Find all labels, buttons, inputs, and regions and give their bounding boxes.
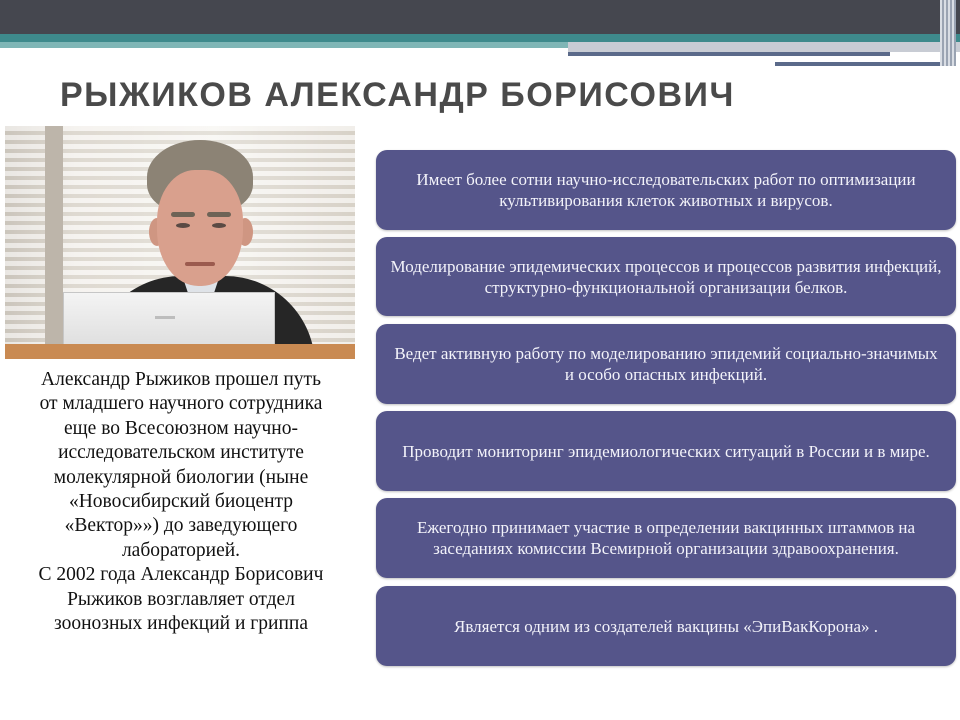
person-eye-right — [212, 223, 226, 228]
biography-text: Александр Рыжиков прошел путь от младшего научного сотрудника еще во Всесоюзном научно- исследовательском институте молекулярной биологии (ныне «Новосибирский биоцентр «Вектор»») до заведующего лабораторией. С 2002 года Александр Борисович Рыжиков возглавляет отдел зоонозных инфекций и гриппа — [38, 369, 324, 635]
fact-box: Имеет более сотни научно-исследовательских работ по оптимизации культивирования клеток животных и вирусов. — [376, 150, 956, 230]
fact-box: Является одним из создателей вакцины «ЭпиВакКорона» . — [376, 586, 956, 666]
laptop-logo — [155, 316, 175, 319]
fact-box: Моделирование эпидемических процессов и процессов развития инфекций, структурно-функциональной организации белков. — [376, 237, 956, 316]
person-mouth — [185, 262, 215, 266]
portrait-photo — [5, 126, 355, 359]
decor-edge — [940, 0, 956, 66]
decor-stripe-navy — [568, 52, 890, 56]
person-eye-left — [176, 223, 190, 228]
person-face — [157, 170, 243, 286]
fact-box: Ведет активную работу по моделированию эпидемий социально-значимых и особо опасных инфекций. — [376, 324, 956, 404]
accent-stripe-light — [0, 42, 568, 48]
accent-stripe — [0, 34, 960, 42]
header-bar — [0, 0, 960, 34]
decor-stripe-navy-short — [775, 62, 950, 66]
page-title: РЫЖИКОВ АЛЕКСАНДР БОРИСОВИЧ — [60, 76, 735, 114]
desk — [5, 344, 355, 359]
person-brow-right — [207, 212, 231, 217]
background-pillar — [45, 126, 63, 359]
person-brow-left — [171, 212, 195, 217]
fact-box: Проводит мониторинг эпидемиологических ситуаций в России и в мире. — [376, 411, 956, 491]
decor-stripe-grey — [568, 42, 960, 52]
fact-box: Ежегодно принимает участие в определении вакцинных штаммов на заседаниях комиссии Всемирной организации здравоохранения. — [376, 498, 956, 578]
